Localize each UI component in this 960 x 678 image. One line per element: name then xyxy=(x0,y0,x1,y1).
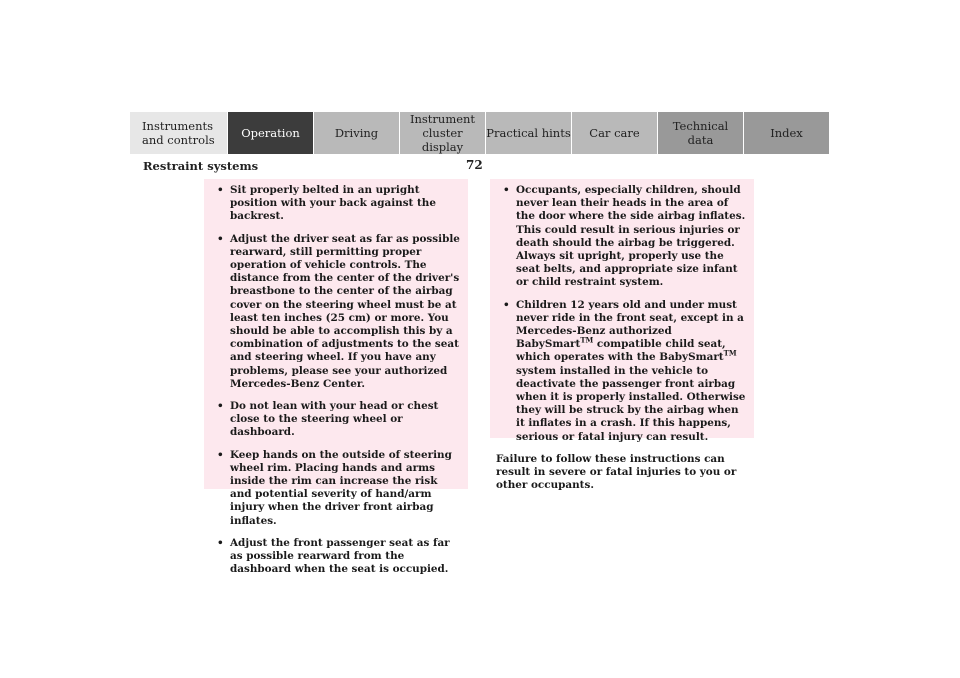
list-item-text: Children 12 years old and under must never ride in the front seat, except in a Mercedes-Benz authorized BabySmart xyxy=(516,298,744,351)
warning-list-right xyxy=(496,184,748,444)
tab-operation[interactable]: Operation xyxy=(228,112,314,154)
list-item: • Adjust the front passenger seat as far as possible rearward from the dashboard when the seat is occupied. xyxy=(210,537,462,577)
tab-instrument-cluster-display[interactable]: Instrument cluster display xyxy=(400,112,486,154)
trademark-mark: TM xyxy=(723,348,737,358)
tab-instruments-and-controls[interactable]: Instruments and controls xyxy=(130,112,228,154)
section-title: Restraint systems xyxy=(143,159,259,173)
list-item: • Adjust the driver seat as far as possible rearward, still permitting proper operation of vehicle controls. The distance from the center of the driver's breastbone to the center of the airbag cover on the steering wheel must be at least ten inches (25 cm) or more. You should be able to accomplish this by a combination of adjustments to the seat and steering wheel. If you have any problems, please see your authorized Mercedes-Benz Center. xyxy=(210,233,462,391)
warning-box-right xyxy=(490,179,754,492)
trademark-mark: TM xyxy=(580,335,594,345)
list-item: • Keep hands on the outside of steering wheel rim. Placing hands and arms inside the rim can increase the risk and potential severity of hand/arm injury when the driver front airbag inflates. xyxy=(210,449,462,528)
warning-list-left xyxy=(210,184,462,576)
list-item: • Sit properly belted in an upright position with your back against the backrest. xyxy=(210,184,462,224)
list-item-text: compatible child seat, which operates with the BabySmart xyxy=(516,338,726,364)
tab-driving[interactable]: Driving xyxy=(314,112,400,154)
list-item: • Do not lean with your head or chest close to the steering wheel or dashboard. xyxy=(210,400,462,440)
list-item-text: system installed in the vehicle to deactivate the passenger front airbag when it is properly installed. Otherwise they will be struck by the airbag when it inflates in a crash. If this happens, serious or fatal injury can result. xyxy=(516,364,746,443)
list-item: • Occupants, especially children, should never lean their heads in the area of the door where the side airbag inflates. This could result in serious injuries or death should the airbag be triggered. Always sit upright, properly use the seat belts, and appropriate size infant or child restraint system. xyxy=(496,184,748,290)
warning-footer: Failure to follow these instructions can result in severe or fatal injuries to you or other occupants. xyxy=(496,452,737,492)
tab-technical-data[interactable]: Technical data xyxy=(658,112,744,154)
tab-index[interactable]: Index xyxy=(744,112,830,154)
list-item xyxy=(496,299,748,444)
warning-box-left xyxy=(204,179,468,576)
chapter-tab-bar xyxy=(130,112,830,154)
page-number: 72 xyxy=(466,158,483,172)
tab-car-care[interactable]: Car care xyxy=(572,112,658,154)
tab-practical-hints[interactable]: Practical hints xyxy=(486,112,572,154)
